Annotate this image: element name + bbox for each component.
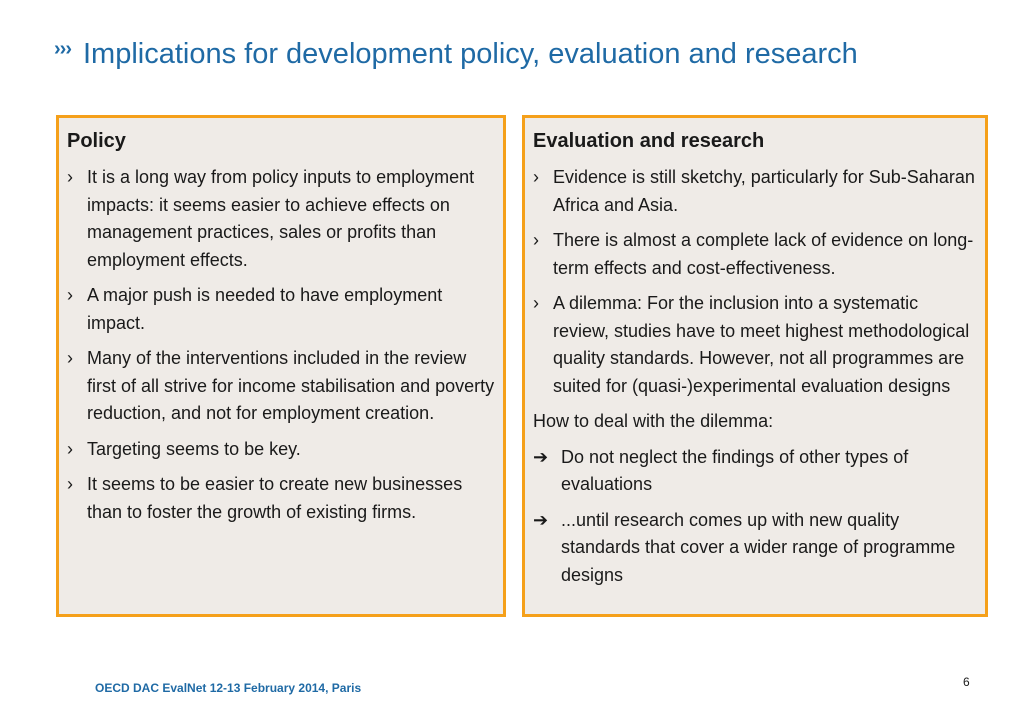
list-item-text: A major push is needed to have employment impact.: [87, 285, 443, 333]
bullet-chevron-icon: ›: [533, 167, 539, 187]
list-item-text: It is a long way from policy inputs to employment impacts: it seems easier to achieve effects on management practices, sales or profits than employment effects.: [87, 167, 475, 270]
policy-list: [67, 164, 495, 526]
list-item-text: Do not neglect the findings of other types of evaluations: [561, 446, 909, 494]
list-item: [533, 227, 977, 282]
list-item: [67, 164, 495, 274]
list-item-text: ...until research comes up with new quality standards that cover a wider range of programme designs: [561, 509, 956, 585]
list-item-text: There is almost a complete lack of evidence on long-term effects and cost-effectiveness.: [553, 230, 974, 278]
arrow-right-icon: ➔: [533, 446, 549, 467]
policy-heading: Policy: [67, 130, 126, 152]
evaluation-list: [533, 164, 977, 400]
slide-title: Implications for development policy, evaluation and research: [82, 38, 858, 70]
bullet-chevron-icon: ›: [67, 438, 73, 459]
list-item: [533, 507, 977, 590]
list-item-text: Evidence is still sketchy, particularly for Sub-Saharan Africa and Asia.: [553, 167, 975, 215]
page-number: 6: [963, 675, 970, 689]
slide-title-row: [54, 38, 858, 71]
bullet-chevron-icon: ›: [67, 285, 73, 305]
arrow-right-icon: ➔: [533, 509, 549, 530]
list-item: [67, 282, 495, 337]
list-item: [67, 345, 495, 428]
title-chevrons-icon: ›››: [54, 38, 71, 60]
slide-footer: OECD DAC EvalNet 12-13 February 2014, Paris: [95, 681, 362, 695]
policy-box: [56, 115, 506, 617]
evaluation-heading: Evaluation and research: [533, 130, 765, 152]
list-item-text: Targeting seems to be key.: [87, 438, 301, 459]
dilemma-question: How to deal with the dilemma:: [533, 411, 774, 431]
list-item: [533, 164, 977, 219]
list-item-text: A dilemma: For the inclusion into a systematic review, studies have to meet highest methodological quality standards. However, not all programmes are suited for (quasi-)experimental evaluation designs: [553, 293, 970, 396]
evaluation-box: [522, 115, 988, 617]
bullet-chevron-icon: ›: [533, 230, 539, 250]
bullet-chevron-icon: ›: [67, 348, 73, 368]
list-item: [67, 471, 495, 526]
list-item: [533, 444, 977, 499]
bullet-chevron-icon: ›: [67, 167, 73, 187]
list-item-text: Many of the interventions included in the review first of all strive for income stabilisation and poverty reduction, and not for employment creation.: [87, 348, 495, 423]
list-item-text: It seems to be easier to create new businesses than to foster the growth of existing firms.: [87, 474, 463, 522]
list-item: [67, 436, 495, 464]
list-item: [533, 290, 977, 400]
bullet-chevron-icon: ›: [67, 474, 73, 494]
bullet-chevron-icon: ›: [533, 293, 539, 313]
